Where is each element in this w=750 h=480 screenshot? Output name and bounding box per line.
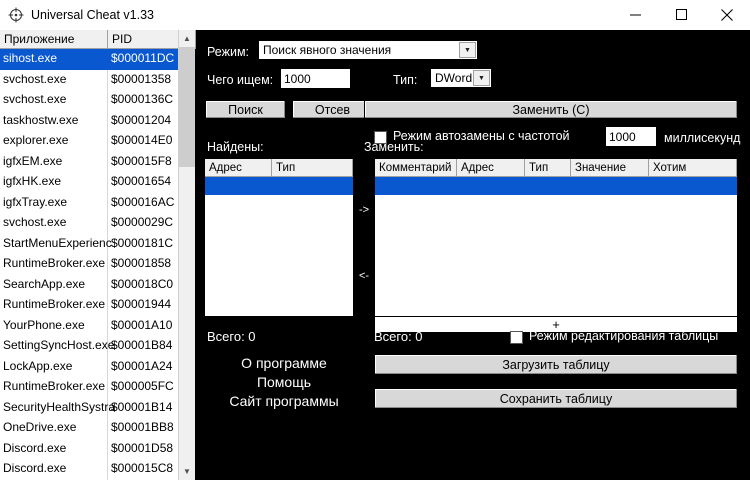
process-pid: $00001B84 xyxy=(111,338,173,352)
edit-mode-label: Режим редактирования таблицы xyxy=(529,329,719,343)
process-row[interactable] xyxy=(0,316,195,337)
process-pid: $00001654 xyxy=(111,174,172,188)
column-header-application[interactable]: Приложение xyxy=(0,30,108,49)
process-name: SettingSyncHost.exe xyxy=(0,336,108,357)
process-pid: $00001A10 xyxy=(111,317,173,332)
move-right-icon[interactable]: -> xyxy=(356,202,372,218)
autoreplace-interval-input[interactable]: 1000 xyxy=(605,126,657,147)
process-row[interactable] xyxy=(0,193,195,214)
mode-select-value: Поиск явного значения xyxy=(263,43,392,57)
replace-column-value[interactable]: Значение xyxy=(571,159,649,177)
replace-grid[interactable] xyxy=(374,158,738,317)
replace-label: Заменить: xyxy=(364,140,424,154)
process-pid: $00001A24 xyxy=(111,358,173,373)
replace-column-want[interactable]: Хотим xyxy=(649,159,737,177)
process-pid: $000015F8 xyxy=(111,153,172,168)
process-pid: $00001BB8 xyxy=(111,420,174,434)
process-name: SearchApp.exe xyxy=(0,275,108,296)
process-pid: $00001B14 xyxy=(111,399,173,414)
process-name: RuntimeBroker.exe xyxy=(0,377,108,398)
process-name: OneDrive.exe xyxy=(0,418,108,439)
milliseconds-label: миллисекунд xyxy=(664,131,741,145)
window-title: Universal Cheat v1.33 xyxy=(31,7,154,22)
process-pid: $00001D58 xyxy=(111,440,174,455)
found-column-address[interactable]: Адрес xyxy=(205,159,272,177)
process-row[interactable] xyxy=(0,275,195,296)
process-name: RuntimeBroker.exe xyxy=(0,295,108,316)
process-row[interactable] xyxy=(0,70,195,91)
process-name: igfxEM.exe xyxy=(0,152,108,173)
site-link[interactable]: Сайт программы xyxy=(229,393,339,409)
replace-total-label: Всего: 0 xyxy=(374,329,423,344)
process-name: Discord.exe xyxy=(0,459,108,480)
about-link[interactable]: О программе xyxy=(241,355,327,371)
replace-button[interactable]: Заменить (C) xyxy=(364,100,738,119)
mode-select[interactable] xyxy=(258,40,478,60)
filter-button[interactable]: Отсев xyxy=(292,100,373,119)
process-name: sihost.exe xyxy=(0,49,108,70)
process-pid: $0000181C xyxy=(111,235,174,250)
process-name: igfxHK.exe xyxy=(0,172,108,193)
edit-mode-checkbox[interactable] xyxy=(510,331,523,344)
process-row[interactable] xyxy=(0,439,195,460)
process-pid: $00001204 xyxy=(111,112,172,127)
process-pid: $000014E0 xyxy=(111,133,173,147)
process-name: StartMenuExperienc xyxy=(0,234,108,255)
process-pid: $000015C8 xyxy=(111,461,174,475)
process-name: LockApp.exe xyxy=(0,357,108,378)
close-icon[interactable] xyxy=(704,0,750,30)
process-pid: $000016AC xyxy=(111,194,175,209)
found-column-type[interactable]: Тип xyxy=(272,159,353,177)
load-table-button[interactable]: Загрузить таблицу xyxy=(374,354,738,375)
process-row[interactable] xyxy=(0,131,195,152)
replace-grid-rows xyxy=(375,177,737,195)
maximize-icon[interactable] xyxy=(658,0,704,30)
minimize-icon[interactable] xyxy=(612,0,658,30)
scroll-down-icon[interactable]: ▼ xyxy=(179,463,195,480)
process-pid: $00001944 xyxy=(111,297,172,311)
process-list[interactable] xyxy=(0,30,196,480)
search-value-input[interactable]: 1000 xyxy=(280,68,351,89)
process-name: svchost.exe xyxy=(0,90,108,111)
move-left-icon[interactable]: <- xyxy=(356,268,372,284)
chevron-down-icon[interactable]: ▼ xyxy=(459,42,476,58)
process-name: SecurityHealthSystra xyxy=(0,398,108,419)
process-row[interactable] xyxy=(0,254,195,275)
replace-grid-selected-row[interactable] xyxy=(375,177,737,195)
process-pid: $0000029C xyxy=(111,215,174,229)
process-pid: $00001858 xyxy=(111,256,172,270)
process-rows xyxy=(0,49,195,480)
found-grid-selected-row[interactable] xyxy=(205,177,353,195)
search-button[interactable]: Поиск xyxy=(205,100,286,119)
process-row[interactable] xyxy=(0,49,195,70)
process-name: Discord.exe xyxy=(0,439,108,460)
process-pid: $00001358 xyxy=(111,71,172,86)
found-grid-header xyxy=(205,159,353,177)
main-panel xyxy=(196,30,750,480)
process-pid: $000005FC xyxy=(111,379,174,393)
chevron-down-icon[interactable]: ▼ xyxy=(473,70,490,86)
process-name: svchost.exe xyxy=(0,70,108,91)
process-row[interactable] xyxy=(0,152,195,173)
replace-column-address[interactable]: Адрес xyxy=(457,159,525,177)
process-row[interactable] xyxy=(0,172,195,193)
process-pid: $000018C0 xyxy=(111,276,174,291)
scroll-up-icon[interactable]: ▲ xyxy=(179,30,195,47)
process-pid: $0000136C xyxy=(111,92,174,106)
process-name: svchost.exe xyxy=(0,213,108,234)
title-bar xyxy=(0,0,750,30)
found-label: Найдены: xyxy=(207,140,264,154)
found-grid[interactable] xyxy=(204,158,354,317)
process-list-scrollbar[interactable] xyxy=(178,30,195,480)
help-link[interactable]: Помощь xyxy=(256,374,312,390)
process-row[interactable] xyxy=(0,377,195,398)
mode-label: Режим: xyxy=(207,45,250,59)
type-label: Тип: xyxy=(393,73,418,87)
process-row[interactable] xyxy=(0,398,195,419)
process-name: explorer.exe xyxy=(0,131,108,152)
process-list-header xyxy=(0,30,195,49)
found-grid-rows xyxy=(205,177,353,195)
crosshair-icon xyxy=(8,7,24,23)
process-name: igfxTray.exe xyxy=(0,193,108,214)
process-pid: $000011DC xyxy=(111,51,175,65)
process-name: RuntimeBroker.exe xyxy=(0,254,108,275)
add-row-button[interactable]: + xyxy=(374,317,738,333)
process-row[interactable] xyxy=(0,90,195,111)
type-select-value: DWord xyxy=(435,71,473,85)
replace-column-type[interactable]: Тип xyxy=(525,159,571,177)
process-name: YourPhone.exe xyxy=(0,316,108,337)
what-label: Чего ищем: xyxy=(207,73,274,87)
window-controls xyxy=(612,0,750,30)
process-row[interactable] xyxy=(0,418,195,439)
save-table-button[interactable]: Сохранить таблицу xyxy=(374,388,738,409)
replace-column-comment[interactable]: Комментарий xyxy=(375,159,457,177)
found-total-label: Всего: 0 xyxy=(207,329,256,344)
process-row[interactable] xyxy=(0,234,195,255)
replace-grid-header xyxy=(375,159,737,177)
process-row[interactable] xyxy=(0,295,195,316)
type-select[interactable] xyxy=(430,68,492,88)
window-body xyxy=(0,30,750,480)
process-row[interactable] xyxy=(0,336,195,357)
column-header-pid[interactable]: PID xyxy=(108,30,196,49)
process-row[interactable] xyxy=(0,459,195,480)
process-row[interactable] xyxy=(0,111,195,132)
autoreplace-label: Режим автозамены с частотой xyxy=(393,129,570,143)
process-name: taskhostw.exe xyxy=(0,111,108,132)
process-row[interactable] xyxy=(0,213,195,234)
scrollbar-thumb[interactable] xyxy=(179,47,195,167)
process-row[interactable] xyxy=(0,357,195,378)
